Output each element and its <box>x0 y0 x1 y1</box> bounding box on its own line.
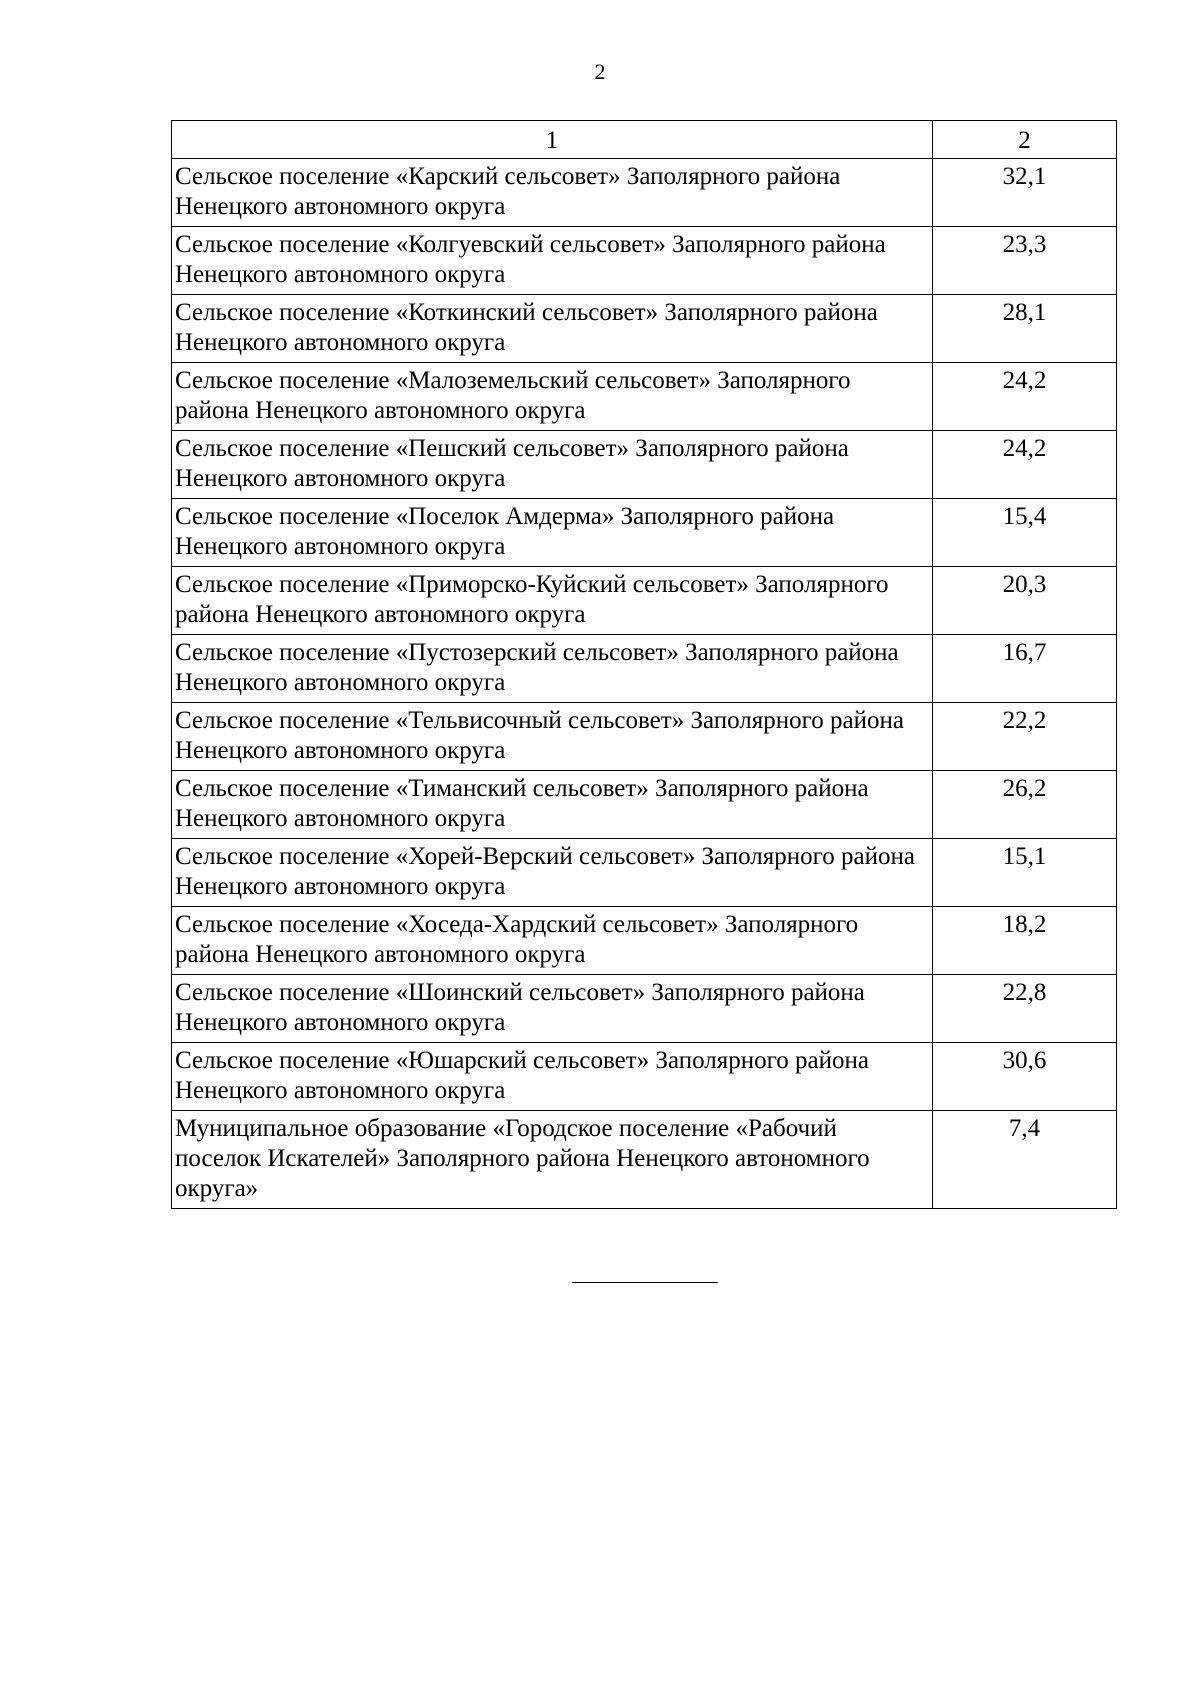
header-row <box>172 121 1117 159</box>
table-row <box>172 159 1117 227</box>
value-cell: 18,2 <box>933 907 1117 975</box>
value-cell: 16,7 <box>933 635 1117 703</box>
settlement-name-cell: Сельское поселение «Пустозерский сельсовет» Заполярного района Ненецкого автономного округа <box>172 635 933 703</box>
value-cell: 32,1 <box>933 159 1117 227</box>
table-row <box>172 295 1117 363</box>
settlement-name-cell: Сельское поселение «Тельвисочный сельсовет» Заполярного района Ненецкого автономного округа <box>172 703 933 771</box>
value-cell: 7,4 <box>933 1111 1117 1209</box>
table-row <box>172 1043 1117 1111</box>
settlement-name-cell: Сельское поселение «Малоземельский сельсовет» Заполярного района Ненецкого автономного округа <box>172 363 933 431</box>
settlement-name-cell: Сельское поселение «Коткинский сельсовет» Заполярного района Ненецкого автономного округа <box>172 295 933 363</box>
settlement-name-cell: Сельское поселение «Карский сельсовет» Заполярного района Ненецкого автономного округа <box>172 159 933 227</box>
settlement-name-cell: Сельское поселение «Хорей-Верский сельсовет» Заполярного района Ненецкого автономного округа <box>172 839 933 907</box>
column-header-value: 2 <box>933 121 1117 159</box>
table-row <box>172 839 1117 907</box>
data-table <box>171 120 1117 1209</box>
table-row <box>172 703 1117 771</box>
value-cell: 15,1 <box>933 839 1117 907</box>
settlement-name-cell: Сельское поселение «Тиманский сельсовет» Заполярного района Ненецкого автономного округа <box>172 771 933 839</box>
closing-divider-line <box>572 1282 718 1283</box>
page-number: 2 <box>594 59 606 84</box>
settlement-name-cell: Сельское поселение «Пешский сельсовет» Заполярного района Ненецкого автономного округа <box>172 431 933 499</box>
value-cell: 28,1 <box>933 295 1117 363</box>
settlement-name-cell: Сельское поселение «Колгуевский сельсовет» Заполярного района Ненецкого автономного округа <box>172 227 933 295</box>
table-row <box>172 975 1117 1043</box>
value-cell: 15,4 <box>933 499 1117 567</box>
settlement-name-cell: Муниципальное образование «Городское поселение «Рабочий поселок Искателей» Заполярного района Ненецкого автономного округа» <box>172 1111 933 1209</box>
table-row <box>172 907 1117 975</box>
settlement-name-cell: Сельское поселение «Хоседа-Хардский сельсовет» Заполярного района Ненецкого автономного округа <box>172 907 933 975</box>
column-header-number: 1 <box>172 121 933 159</box>
value-cell: 23,3 <box>933 227 1117 295</box>
table-row <box>172 363 1117 431</box>
table-row <box>172 431 1117 499</box>
settlement-name-cell: Сельское поселение «Поселок Амдерма» Заполярного района Ненецкого автономного округа <box>172 499 933 567</box>
value-cell: 20,3 <box>933 567 1117 635</box>
table-row <box>172 771 1117 839</box>
table-row <box>172 227 1117 295</box>
value-cell: 24,2 <box>933 363 1117 431</box>
table-row <box>172 499 1117 567</box>
table-row <box>172 567 1117 635</box>
table-row <box>172 635 1117 703</box>
value-cell: 24,2 <box>933 431 1117 499</box>
settlement-name-cell: Сельское поселение «Шоинский сельсовет» Заполярного района Ненецкого автономного округа <box>172 975 933 1043</box>
value-cell: 30,6 <box>933 1043 1117 1111</box>
settlement-name-cell: Сельское поселение «Юшарский сельсовет» Заполярного района Ненецкого автономного округа <box>172 1043 933 1111</box>
settlement-name-cell: Сельское поселение «Приморско-Куйский сельсовет» Заполярного района Ненецкого автономного округа <box>172 567 933 635</box>
value-cell: 22,2 <box>933 703 1117 771</box>
table-row <box>172 1111 1117 1209</box>
value-cell: 22,8 <box>933 975 1117 1043</box>
value-cell: 26,2 <box>933 771 1117 839</box>
